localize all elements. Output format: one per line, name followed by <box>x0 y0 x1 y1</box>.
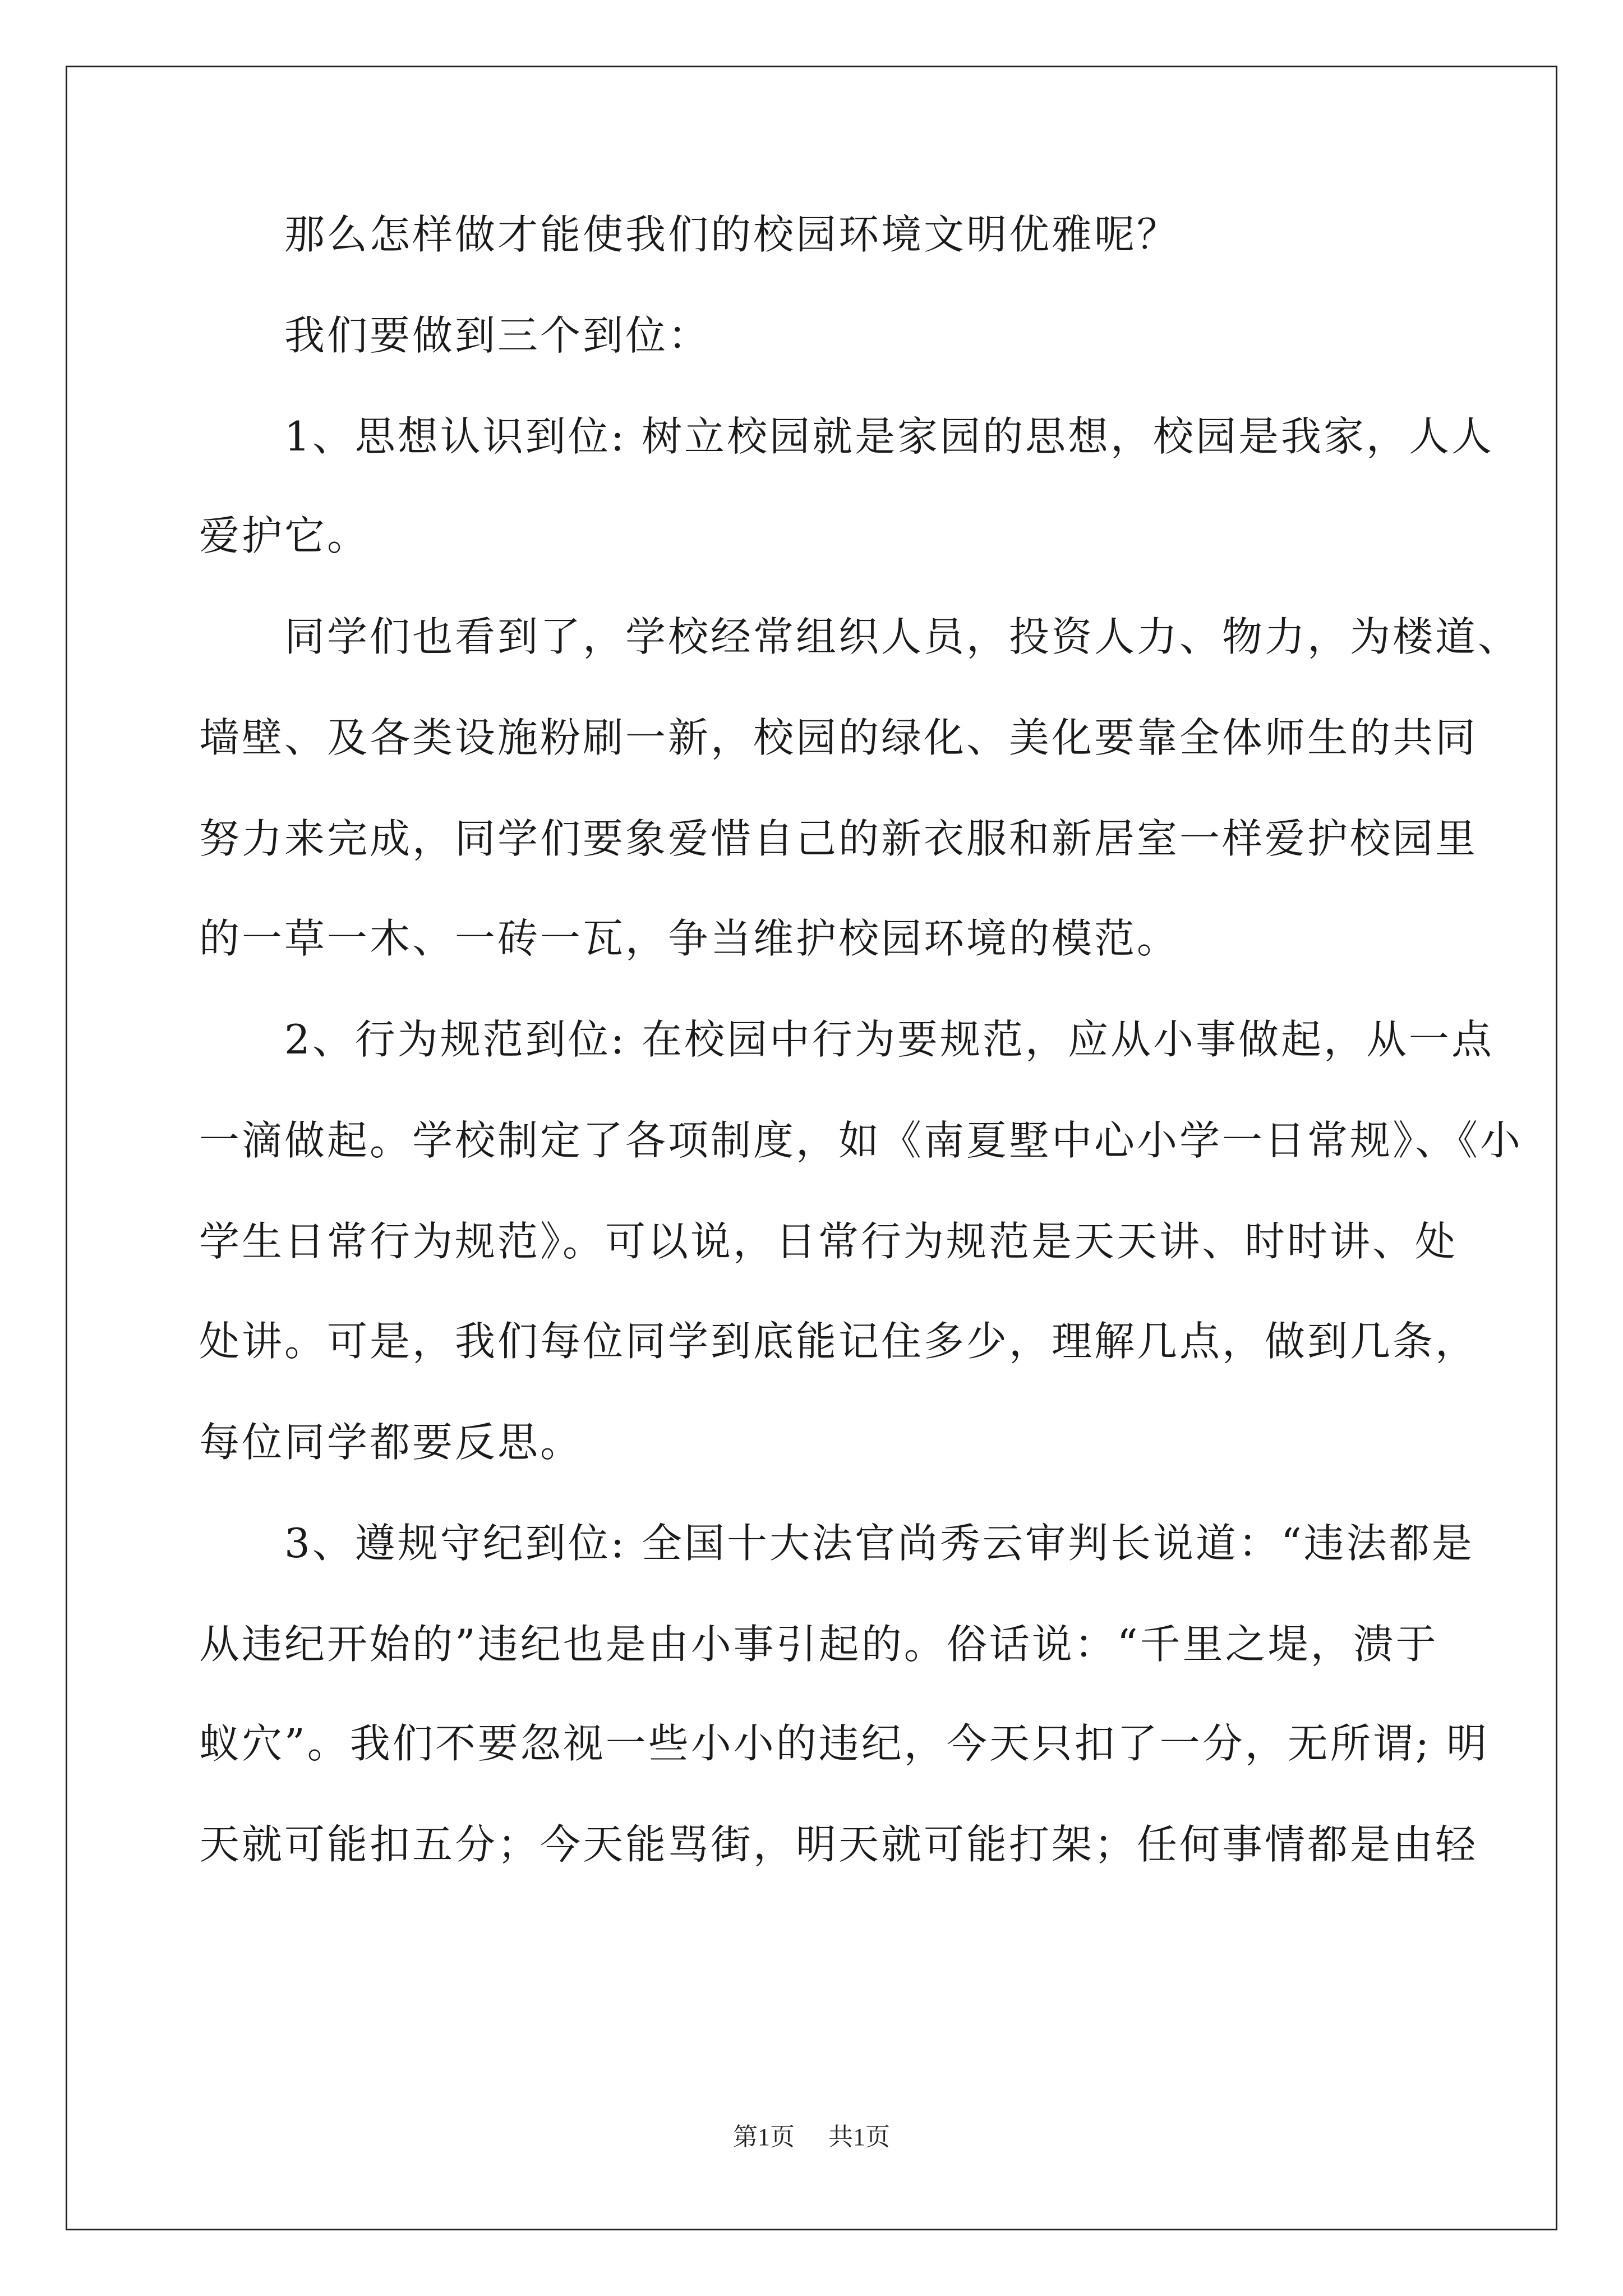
page-total: 共1页 <box>828 2123 890 2151</box>
text-line: 从违纪开始的”违纪也是由小事引起的。俗话说：“千里之堤，溃于 <box>199 1621 1438 1668</box>
text-line: 蚁穴”。我们不要忽视一些小小的违纪，今天只扣了一分，无所谓; 明 <box>199 1720 1489 1767</box>
text-line: 同学们也看到了，学校经常组织人员，投资人力、物力，为楼道、 <box>199 613 1521 660</box>
text-line: 的一草一木、一砖一瓦，争当维护校园环境的模范。 <box>199 915 1180 962</box>
page-number: 第1页 <box>733 2123 795 2151</box>
text-line: 学生日常行为规范》。可以说，日常行为规范是天天讲、时时讲、处 <box>199 1218 1458 1265</box>
text-line: 那么怎样做才能使我们的校园环境文明优雅呢？ <box>199 211 1180 258</box>
text-line: 我们要做到三个到位： <box>199 312 711 359</box>
text-line: 3、遵规守纪到位: 全国十大法官尚秀云审判长说道：“违法都是 <box>199 1520 1474 1567</box>
text-line: 天就可能扣五分；今天能骂街，明天就可能打架；任何事情都是由轻 <box>199 1821 1478 1868</box>
text-line: 努力来完成，同学们要象爱惜自己的新衣服和新居室一样爱护校园里 <box>199 815 1478 862</box>
text-line: 2、行为规范到位: 在校园中行为要规范，应从小事做起，从一点 <box>199 1016 1494 1063</box>
text-line: 一滴做起。学校制定了各项制度，如《南夏墅中心小学一日常规》、《小 <box>199 1117 1523 1164</box>
text-line: 爱护它。 <box>199 512 370 559</box>
page-footer <box>0 2120 1623 2154</box>
text-line: 墙壁、及各类设施粉刷一新，校园的绿化、美化要靠全体师生的共同 <box>199 714 1478 761</box>
text-line: 每位同学都要反思。 <box>199 1419 583 1466</box>
text-line: 1、思想认识到位: 树立校园就是家园的思想，校园是我家，人人 <box>199 413 1494 460</box>
text-line: 处讲。可是，我们每位同学到底能记住多少，理解几点，做到几条， <box>199 1318 1478 1365</box>
